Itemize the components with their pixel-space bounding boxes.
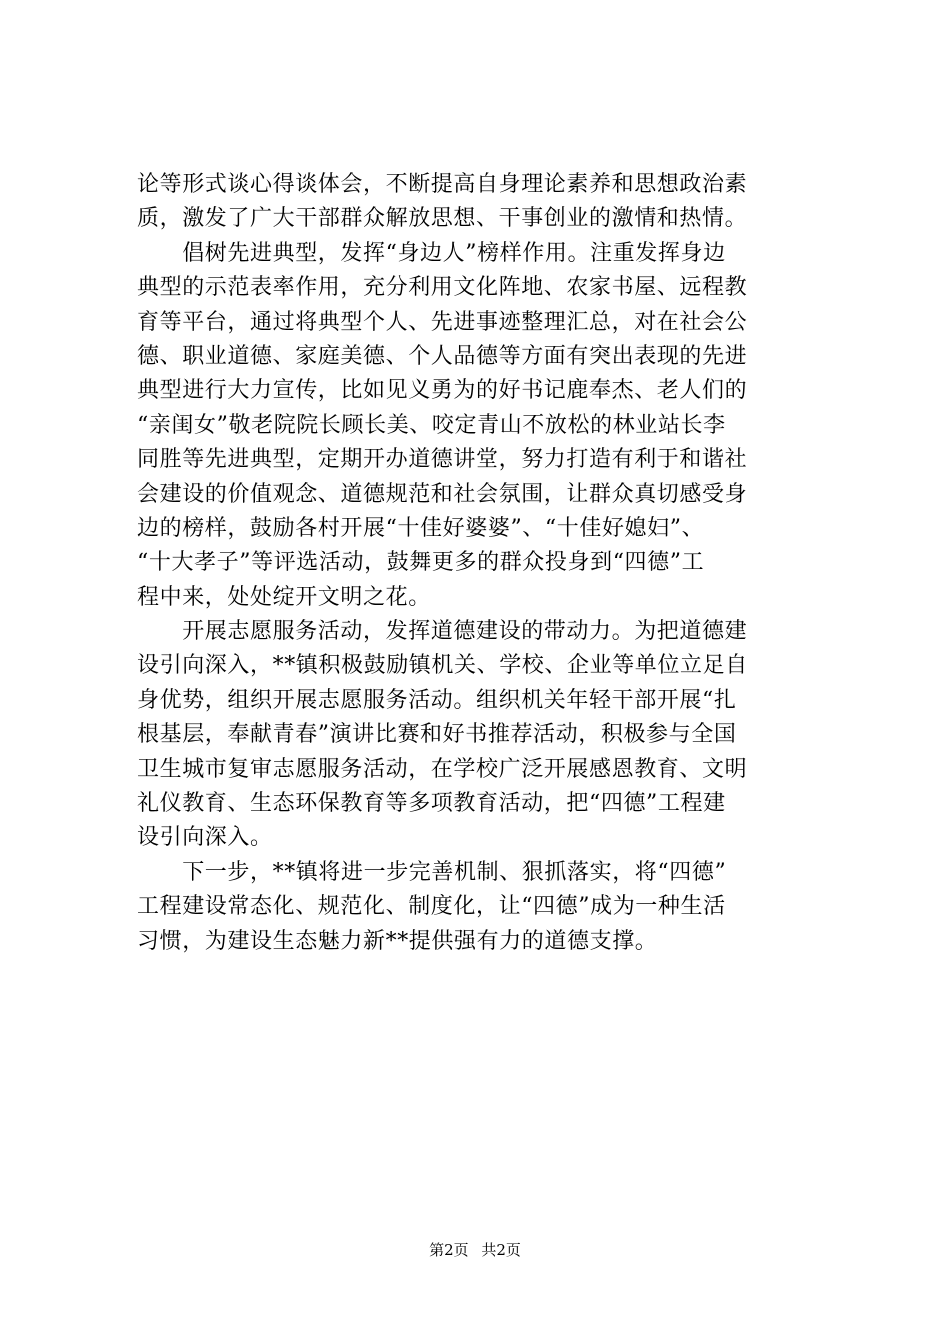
text-line: 设引向深入。	[137, 825, 273, 851]
text-line: 设引向深入，**镇积极鼓励镇机关、学校、企业等单位立足自	[137, 653, 748, 679]
text-line: 典型的示范表率作用，充分利用文化阵地、农家书屋、远程教	[137, 275, 748, 301]
page-footer	[0, 1240, 950, 1260]
text-line: 边的榜样，鼓励各村开展“十佳好婆婆”、“十佳好媳妇”、	[137, 515, 705, 541]
text-line: 习惯，为建设生态魅力新**提供强有力的道德支撑。	[137, 928, 658, 954]
text-line: 同胜等先进典型，定期开办道德讲堂，努力打造有利于和谐社	[137, 447, 748, 473]
text-line: 育等平台，通过将典型个人、先进事迹整理汇总，对在社会公	[137, 309, 748, 335]
text-line: 身优势，组织开展志愿服务活动。组织机关年轻干部开展“扎	[137, 687, 737, 713]
text-line: 卫生城市复审志愿服务活动，在学校广泛开展感恩教育、文明	[137, 756, 748, 782]
text-line: 礼仪教育、生态环保教育等多项教育活动，把“四德”工程建	[137, 791, 726, 817]
page-number: 第2页	[429, 1241, 469, 1259]
text-line: 论等形式谈心得谈体会，不断提高自身理论素养和思想政治素	[137, 172, 748, 197]
page-total: 共2页	[481, 1241, 521, 1259]
document-body	[137, 168, 817, 959]
text-line: 质，激发了广大干部群众解放思想、干事创业的激情和热情。	[137, 206, 748, 232]
text-line: 典型进行大力宣传，比如见义勇为的好书记鹿奉杰、老人们的	[137, 378, 748, 404]
text-line: 德、职业道德、家庭美德、个人品德等方面有突出表现的先进	[137, 343, 748, 369]
text-line: “亲闺女”敬老院院长顾长美、咬定青山不放松的林业站长李	[137, 412, 726, 438]
text-line: 倡树先进典型，发挥“身边人”榜样作用。注重发挥身边	[137, 240, 726, 266]
text-line: 会建设的价值观念、道德规范和社会氛围，让群众真切感受身	[137, 481, 748, 507]
text-line: 根基层，奉献青春”演讲比赛和好书推荐活动，积极参与全国	[137, 722, 737, 748]
text-line: “十大孝子”等评选活动，鼓舞更多的群众投身到“四德”工	[137, 550, 705, 576]
text-line: 程中来，处处绽开文明之花。	[137, 584, 431, 610]
text-line: 工程建设常态化、规范化、制度化，让“四德”成为一种生活	[137, 894, 726, 920]
text-line: 开展志愿服务活动，发挥道德建设的带动力。为把道德建	[137, 619, 748, 645]
text-line: 下一步，**镇将进一步完善机制、狠抓落实，将“四德”	[137, 859, 727, 885]
